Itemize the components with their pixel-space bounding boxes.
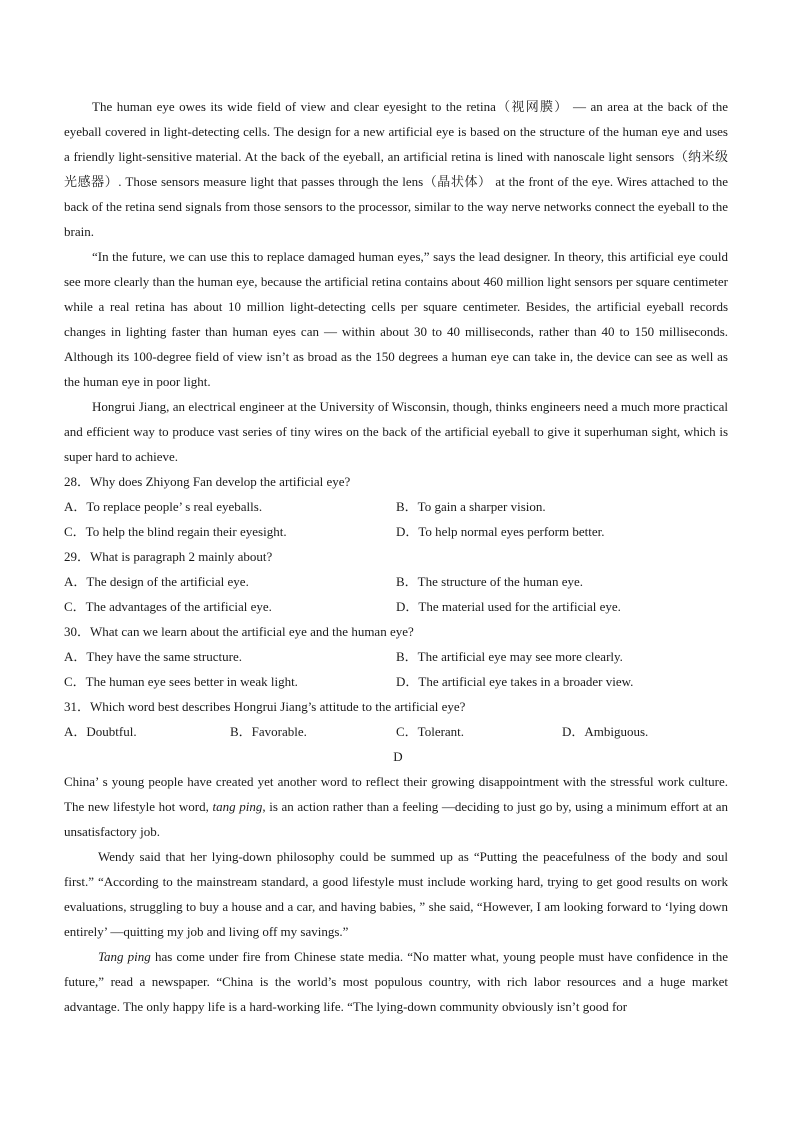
text-run: has come under fire from Chinese state media. “No matter what, young people must have confidence in the future,” read a newspaper. “China is the world’s most populous country, with rich labor resources and a huge market advantage. The only happy life is a hard-working life. “The lying-down community obviously isn’t good for: [64, 949, 729, 1014]
question-stem: 29．What is paragraph 2 mainly about?: [64, 549, 273, 564]
document-page: [64, 94, 728, 1019]
passage-d-paragraph-3: [64, 944, 728, 1019]
emphasis-term: tang ping: [212, 799, 263, 814]
option-c: C．The advantages of the artificial eye.: [64, 599, 272, 614]
question-31: [64, 694, 728, 744]
passage-c-paragraph-2: “In the future, we can use this to replace damaged human eyes,” says the lead designer. In theory, this artificial eye could see more clearly than the human eye, because the artificial retina contains about 460 million light sensors per square centimeter while a real retina has about 10 million light-detecting cells per square centimeter. Besides, the artificial eyeball records changes in lighting faster than human eyes can — within about 30 to 40 milliseconds, rather than 40 to 150 milliseconds. Although its 100-degree field of view isn’t as broad as the 150 degrees a human eye can take in, the device can see as well as the human eye in poor light.: [64, 249, 728, 389]
options-row: [64, 519, 728, 544]
option-b: B．To gain a sharper vision.: [396, 499, 546, 514]
question-30: [64, 619, 728, 694]
passage-c-paragraph-3: Hongrui Jiang, an electrical engineer at the University of Wisconsin, though, thinks engineers need a much more practical and efficient way to produce vast series of tiny wires on the back of the artificial eyeball to give it superhuman sight, which is super hard to achieve.: [64, 399, 728, 464]
text-run: China’ s young people have created yet another word to reflect their growing disappointment with the stressful work culture. The new lifestyle hot word,: [64, 774, 728, 814]
option-a: A．The design of the artificial eye.: [64, 574, 249, 589]
question-stem: 31．Which word best describes Hongrui Jiang’s attitude to the artificial eye?: [64, 699, 466, 714]
passage-d-paragraph-2: Wendy said that her lying-down philosophy could be summed up as “Putting the peacefulness of the body and soul first.” “According to the mainstream standard, a good lifestyle must include working hard, trying to get good results on work evaluations, struggling to buy a house and a car, and having babies, ” she said, “However, I am looking forward to ‘lying down entirely’ —quitting my job and living off my savings.”: [64, 849, 728, 939]
section-heading-d: D: [393, 749, 403, 764]
question-28: [64, 469, 728, 544]
option-a: A．They have the same structure.: [64, 649, 242, 664]
option-b: B．The structure of the human eye.: [396, 574, 583, 589]
option-c: C．Tolerant.: [396, 724, 465, 739]
options-row: [64, 644, 728, 669]
option-b: B．Favorable.: [230, 724, 307, 739]
option-a: A．To replace people’ s real eyeballs.: [64, 499, 263, 514]
options-row: [64, 669, 728, 694]
text-run: , is an action rather than a feeling —deciding to just go by, using a minimum effort at an unsatisfactory job.: [64, 799, 728, 839]
question-29: [64, 544, 728, 619]
options-row: [64, 719, 728, 744]
option-b: B．The artificial eye may see more clearly.: [396, 649, 623, 664]
option-c: C．To help the blind regain their eyesight.: [64, 524, 287, 539]
emphasis-term: Tang ping: [98, 949, 151, 964]
passage-c-paragraph-1: The human eye owes its wide field of view and clear eyesight to the retina（视网膜） — an area at the back of the eyeball covered in light-detecting cells. The design for a new artificial eye is based on the structure of the human eye and uses a friendly light-sensitive material. At the back of the eyeball, an artificial retina is lined with nanoscale light sensors（纳米级光感器）. Those sensors measure light that passes through the lens（晶状体） at the front of the eye. Wires attached to the back of the retina send signals from those sensors to the processor, similar to the way nerve networks connect the eyeball to the brain.: [64, 99, 728, 239]
option-d: D．The material used for the artificial eye.: [396, 599, 621, 614]
option-d: D．To help normal eyes perform better.: [396, 524, 605, 539]
passage-d-paragraph-1: [64, 769, 728, 844]
option-a: A．Doubtful.: [64, 724, 137, 739]
options-row: [64, 594, 728, 619]
options-row: [64, 494, 728, 519]
option-d: D．The artificial eye takes in a broader view.: [396, 674, 634, 689]
option-d: D．Ambiguous.: [562, 724, 649, 739]
question-stem: 30．What can we learn about the artificial eye and the human eye?: [64, 624, 414, 639]
options-row: [64, 569, 728, 594]
option-c: C．The human eye sees better in weak light.: [64, 674, 298, 689]
question-stem: 28．Why does Zhiyong Fan develop the artificial eye?: [64, 474, 351, 489]
